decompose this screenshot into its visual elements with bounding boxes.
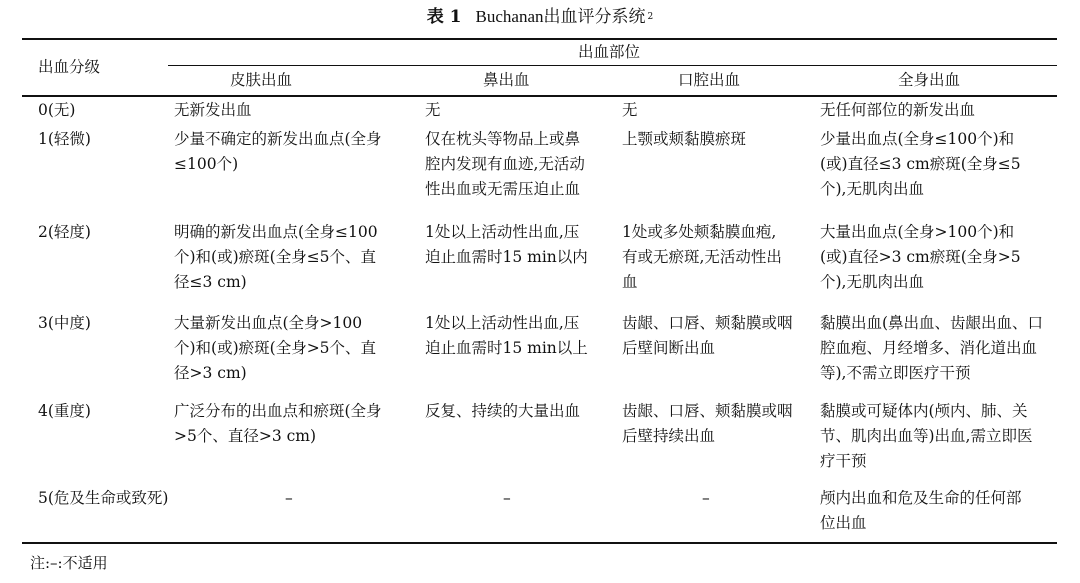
cell-skin <box>174 98 252 123</box>
cell-systemic <box>820 127 1021 202</box>
header-group-rule <box>168 65 1057 66</box>
cell-nose-not-applicable: – <box>503 489 511 507</box>
header-site-group: 出血部位 <box>578 43 641 61</box>
cell-line: 位出血 <box>820 514 867 532</box>
cell-skin <box>174 311 376 386</box>
cell-line: 无 <box>622 101 638 119</box>
table-top-rule <box>22 38 1057 40</box>
cell-line: 节、肌肉出血等)出血,需立即医 <box>820 427 1033 445</box>
row-grade: 4(重度) <box>38 402 91 420</box>
cell-line: 上颚或颊黏膜瘀斑 <box>622 130 747 148</box>
cell-line: 个)和(或)瘀斑(全身≤5个、直 <box>174 248 377 266</box>
cell-nose <box>425 98 441 123</box>
cell-line: 大量新发出血点(全身>100 <box>174 314 363 332</box>
cell-skin <box>174 399 382 449</box>
cell-line: 少量出血点(全身≤100个)和 <box>820 130 1015 148</box>
row-grade: 1(轻微) <box>38 130 91 148</box>
caption-label: 表 1 <box>426 7 462 27</box>
cell-line: 反复、持续的大量出血 <box>425 402 581 420</box>
cell-line: 径≤3 cm) <box>174 273 247 291</box>
cell-systemic <box>820 486 1022 536</box>
cell-systemic <box>820 311 1043 386</box>
cell-line: 广泛分布的出血点和瘀斑(全身 <box>174 402 382 420</box>
cell-line: 血 <box>622 273 638 291</box>
cell-nose <box>425 220 588 270</box>
header-skin: 皮肤出血 <box>230 71 293 89</box>
header-systemic: 全身出血 <box>898 71 961 89</box>
table-bottom-rule <box>22 542 1057 544</box>
cell-line: 1处以上活动性出血,压 <box>425 223 580 241</box>
cell-nose <box>425 311 588 361</box>
cell-line: 齿龈、口唇、颊黏膜或咽 <box>622 314 793 332</box>
cell-line: (或)直径>3 cm瘀斑(全身>5 <box>820 248 1021 266</box>
cell-line: 明确的新发出血点(全身≤100 <box>174 223 378 241</box>
row-grade: 5(危及生命或致死) <box>38 489 169 507</box>
cell-line: (或)直径≤3 cm瘀斑(全身≤5 <box>820 155 1021 173</box>
cell-line: 性出血或无需压迫止血 <box>425 180 581 198</box>
cell-line: 疗干预 <box>820 452 867 470</box>
cell-line: ≤100个) <box>174 155 239 173</box>
cell-line: 颅内出血和危及生命的任何部 <box>820 489 1022 507</box>
cell-oral <box>622 127 746 152</box>
cell-skin <box>174 220 378 295</box>
cell-systemic <box>820 220 1021 295</box>
cell-line: >5个、直径>3 cm) <box>174 427 317 445</box>
cell-line: 有或无瘀斑,无活动性出 <box>622 248 782 266</box>
cell-line: 等),不需立即医疗干预 <box>820 364 971 382</box>
cell-line: 后壁间断出血 <box>622 339 716 357</box>
cell-line: 黏膜出血(鼻出血、齿龈出血、口 <box>820 314 1044 332</box>
cell-line: 仅在枕头等物品上或鼻 <box>425 130 581 148</box>
cell-nose <box>425 127 585 202</box>
cell-oral-not-applicable: – <box>702 489 710 507</box>
cell-skin <box>174 127 382 177</box>
cell-skin-not-applicable: – <box>285 489 293 507</box>
cell-line: 腔内发现有血迹,无活动 <box>425 155 585 173</box>
row-grade: 0(无) <box>38 101 76 119</box>
cell-line: 径>3 cm) <box>174 364 247 382</box>
header-grade: 出血分级 <box>38 58 101 76</box>
cell-line: 无任何部位的新发出血 <box>820 101 976 119</box>
table-caption <box>0 6 1080 28</box>
cell-line: 大量出血点(全身>100个)和 <box>820 223 1015 241</box>
cell-systemic <box>820 98 975 123</box>
header-bottom-rule <box>22 95 1057 97</box>
cell-line: 黏膜或可疑体内(颅内、肺、关 <box>820 402 1028 420</box>
cell-line: 个),无肌肉出血 <box>820 273 924 291</box>
cell-line: 个),无肌肉出血 <box>820 180 924 198</box>
cell-line: 1处以上活动性出血,压 <box>425 314 580 332</box>
cell-line: 无新发出血 <box>174 101 252 119</box>
caption-reference: 2 <box>647 12 654 22</box>
cell-line: 个)和(或)瘀斑(全身>5个、直 <box>174 339 377 357</box>
cell-line: 少量不确定的新发出血点(全身 <box>174 130 382 148</box>
cell-line: 齿龈、口唇、颊黏膜或咽 <box>622 402 793 420</box>
cell-oral <box>622 98 638 123</box>
cell-nose <box>425 399 580 424</box>
caption-title: Buchanan出血评分系统 <box>475 7 646 26</box>
cell-oral <box>622 220 782 295</box>
header-oral: 口腔出血 <box>678 71 741 89</box>
header-nose: 鼻出血 <box>483 71 530 89</box>
cell-line: 腔血疱、月经增多、消化道出血 <box>820 339 1038 357</box>
cell-line: 迫止血需时15 min以上 <box>425 339 588 357</box>
table-note: 注:–:不适用 <box>30 554 108 572</box>
cell-line: 无 <box>425 101 441 119</box>
cell-line: 迫止血需时15 min以内 <box>425 248 588 266</box>
cell-line: 后壁持续出血 <box>622 427 716 445</box>
row-grade: 2(轻度) <box>38 223 91 241</box>
cell-oral <box>622 311 793 361</box>
cell-systemic <box>820 399 1032 474</box>
cell-line: 1处或多处颊黏膜血疱, <box>622 223 777 241</box>
cell-oral <box>622 399 793 449</box>
row-grade: 3(中度) <box>38 314 91 332</box>
